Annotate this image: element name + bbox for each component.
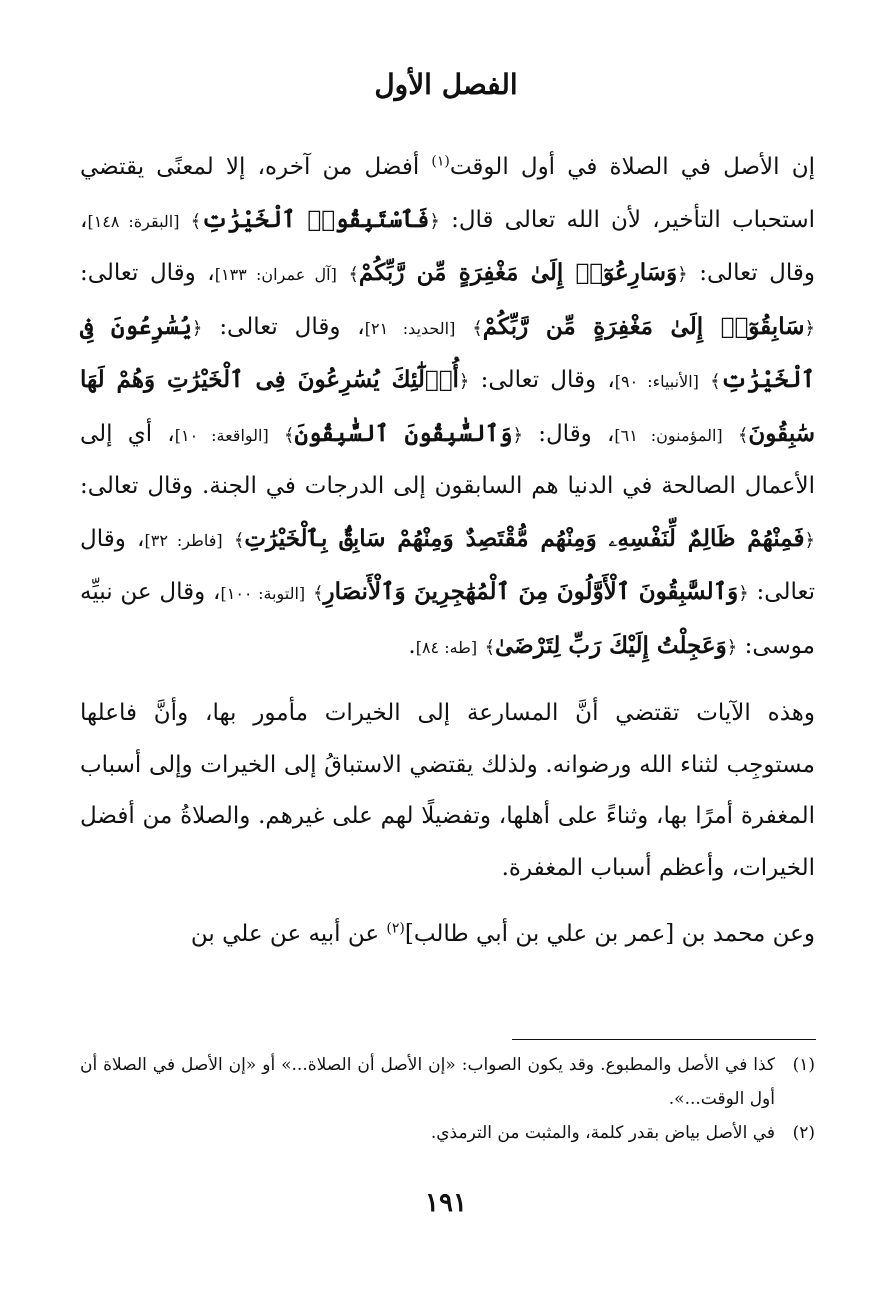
verse-reference: [المؤمنون: ٦١]: [614, 425, 723, 445]
ornate-bracket-close: ﴾: [484, 636, 496, 658]
ornate-bracket-close: ﴾: [283, 424, 295, 446]
verse-reference: [الحديد: ٢١]: [364, 318, 456, 338]
paragraph-1: [80, 142, 815, 673]
verse-reference: [فاطر: ٣٢]: [144, 530, 223, 550]
quran-verse: يُسَٰرِعُونَ فِى ٱلْخَيْرَٰتِ: [80, 312, 816, 393]
verse-reference: [آل عمران: ١٣٣]: [214, 265, 337, 284]
quran-verse: أُو۟لَٰٓئِكَ يُسَٰرِعُونَ فِى ٱلْخَيْرَٰتِ وَهُمْ لَهَا سَٰبِقُونَ: [80, 366, 816, 447]
footnotes: [80, 1048, 815, 1150]
verse-reference: [الأنبياء: ٩٠]: [614, 372, 699, 391]
verse-reference: [التوبة: ١٠٠]: [220, 584, 306, 603]
ornate-bracket-open: ﴿: [738, 583, 749, 604]
verse-reference: [الواقعة: ١٠]: [174, 425, 269, 445]
footnote-marker-1[interactable]: (١): [431, 153, 450, 170]
page-number: ١٩١: [425, 1188, 467, 1218]
verse-reference: [طه: ٨٤]: [415, 637, 478, 657]
quran-verse: وَٱلسَّٰبِقُونَ ٱلسَّٰبِقُونَ: [294, 419, 513, 447]
text-segment: ، وقال عن نبيِّه موسى:: [80, 579, 815, 659]
text-segment: .: [408, 632, 416, 659]
ornate-bracket-open: ﴿: [677, 264, 688, 285]
footnote-number: (١): [792, 1055, 815, 1075]
text-segment: إن الأصل في الصلاة في أول الوقت: [449, 154, 815, 180]
footnote-separator: [512, 1039, 816, 1040]
verse-reference: [البقرة: ١٤٨]: [87, 211, 180, 231]
ornate-bracket-open: ﴿: [804, 529, 815, 551]
ornate-bracket-open: ﴿: [726, 636, 738, 658]
text-segment: وعن محمد بن [عمر بن علي بن أبي طالب]: [404, 921, 815, 947]
text-segment: عن أبيه عن علي بن: [190, 921, 387, 947]
paragraph-3: [80, 909, 815, 961]
paragraph-2: وهذه الآيات تقتضي أنَّ المسارعة إلى الخيرات مأمور بها، وأنَّ فاعلها مستوجِب لثناء الله ورضوانه. ولذلك يقتضي الاستباقُ إلى الخيرات وإلى أسباب المغفرة أمرًا بها، وثناءً على أهلها، وتفضيلًا لهم على غيرهم. والصلاةُ من أفضل الخيرات، وأعظم أسباب المغفرة.: [80, 700, 815, 881]
quran-verse: وَسَارِعُوٓا۟ إِلَىٰ مَغْفِرَةٍ مِّن رَّبِّكُمْ: [358, 259, 678, 286]
ornate-bracket-close: ﴾: [710, 371, 721, 392]
ornate-bracket-open: ﴿: [804, 317, 816, 339]
chapter-title: الفصل الأول: [374, 68, 518, 101]
text-segment: ، وقال تعالى:: [80, 525, 815, 605]
ornate-bracket-close: ﴾: [348, 264, 359, 285]
ornate-bracket-open: ﴿: [458, 371, 470, 392]
footnote-2: [80, 1116, 815, 1150]
ornate-bracket-close: ﴾: [737, 424, 749, 446]
ornate-bracket-open: ﴿: [429, 210, 440, 232]
quran-verse: وَعَجِلْتُ إِلَيْكَ رَبِّ لِتَرْضَىٰ: [495, 631, 727, 659]
footnote-text: في الأصل بياض بقدر كلمة، والمثبت من الترمذي.: [430, 1123, 775, 1143]
text-segment: ، وقال:: [523, 420, 615, 447]
footnote-marker-2[interactable]: (٢): [386, 920, 405, 937]
footnote-1: [80, 1048, 815, 1116]
ornate-bracket-close: ﴾: [312, 583, 324, 604]
text-segment: ، وقال تعالى:: [202, 313, 365, 340]
ornate-bracket-open: ﴿: [512, 424, 524, 446]
quran-verse: سَابِقُوٓا۟ إِلَىٰ مَغْفِرَةٍ مِّن رَّبِّكُمْ: [482, 312, 805, 340]
quran-verse: وَٱلسَّٰبِقُونَ ٱلْأَوَّلُونَ مِنَ ٱلْمُهَٰجِرِينَ وَٱلْأَنصَارِ: [323, 578, 739, 605]
text-segment: ، وقال تعالى:: [469, 367, 615, 393]
main-text: [80, 142, 815, 961]
text-segment: ، وقال تعالى:: [80, 206, 815, 286]
text-segment: أفضل من آخره، إلا لمعنًى يقتضي استحباب التأخير، لأن الله تعالى قال:: [80, 154, 816, 233]
footnote-number: (٢): [792, 1123, 815, 1143]
text-segment: ، أي إلى الأعمال الصالحة في الدنيا هم السابقون إلى الدرجات في الجنة. وقال تعالى:: [80, 420, 815, 499]
ornate-bracket-open: ﴿: [191, 317, 203, 339]
quran-verse: فَٱسْتَبِقُوا۟ ٱلْخَيْرَٰتِ: [201, 205, 430, 233]
text-segment: ، وقال تعالى:: [80, 260, 215, 286]
ornate-bracket-close: ﴾: [233, 529, 245, 551]
footnote-text: كذا في الأصل والمطبوع. وقد يكون الصواب: «إن الأصل أن الصلاة...» أو «إن الأصل في الصلاة أن أول الوقت...».: [80, 1055, 775, 1109]
ornate-bracket-close: ﴾: [472, 317, 483, 339]
ornate-bracket-close: ﴾: [190, 210, 202, 232]
quran-verse: فَمِنْهُمْ ظَالِمٌ لِّنَفْسِهِۦ وَمِنْهُم مُّقْتَصِدٌ وَمِنْهُمْ سَابِقٌۢ بِٱلْخَيْرَٰتِ: [244, 524, 805, 552]
